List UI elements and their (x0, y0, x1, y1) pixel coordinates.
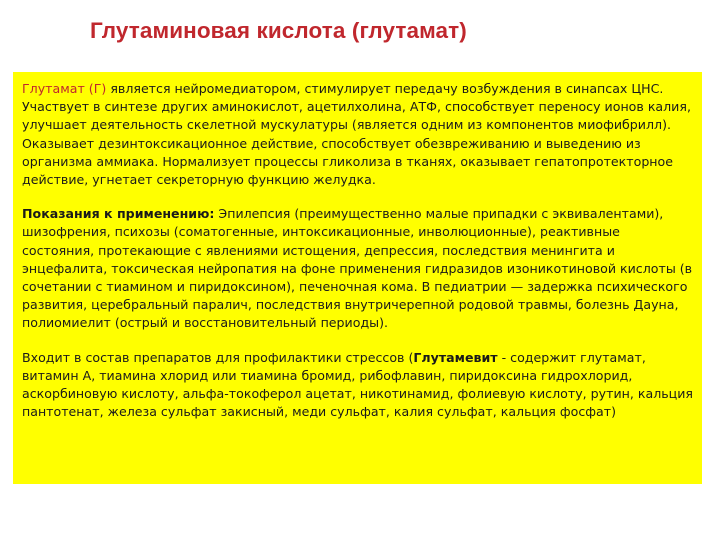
paragraph-description (22, 80, 694, 189)
description-text: является нейромедиатором, стимулирует передачу возбуждения в синапсах ЦНС. Участвует в синтезе других аминокислот, ацетилхолина, АТФ, способствует переносу ионов калия, улучшает деятельность скелетной мускулатуры (является одним из компонентов миофибрилл). Оказывает дезинтоксикационное действие, способствует обезвреживанию и выведению из организма аммиака. Нормализует процессы гликолиза в тканях, оказывает гепатопротекторное действие, угнетает секреторную функцию желудка. (22, 81, 691, 188)
content-box (13, 72, 702, 484)
indications-colon: : (209, 206, 215, 222)
term-abbrev: (Г) (84, 81, 107, 96)
indications-heading: Показания к применению (22, 206, 210, 222)
product-name: Глутамевит (413, 349, 498, 365)
term-glutamate: Глутамат (22, 81, 85, 96)
slide-title: Глутаминовая кислота (глутамат) (90, 18, 467, 43)
paragraph-indications (22, 205, 694, 332)
composition-intro: Входит в состав препаратов для профилактики стрессов ( (22, 349, 414, 365)
paragraph-composition (22, 349, 694, 422)
indications-text: Эпилепсия (преимущественно малые припадки с эквивалентами), шизофрения, психозы (соматогенные, интоксикационные, инволюционные), реактивные состояния, протекающие с явлениями истощения, депрессия, последствия менингита и энцефалита, токсическая нейропатия на фоне применения гидразидов изоникотиновой кислоты (в сочетании с тиамином и пиридоксином), печеночная кома. В педиатрии — задержка психического развития, церебральный паралич, последствия внутричерепной родовой травмы, болезнь Дауна, полиомиелит (острый и восстановительный периоды). (22, 206, 693, 331)
composition-text: - содержит глутамат, витамин А, тиамина хлорид или тиамина бромид, рибофлавин, пиридоксина гидрохлорид, аскорбиновую кислоту, альфа-токоферол ацетат, никотинамид, фолиевую кислоту, рутин, кальция пантотенат, железа сульфат закисный, меди сульфат, калия сульфат, кальция фосфат) (22, 349, 693, 420)
